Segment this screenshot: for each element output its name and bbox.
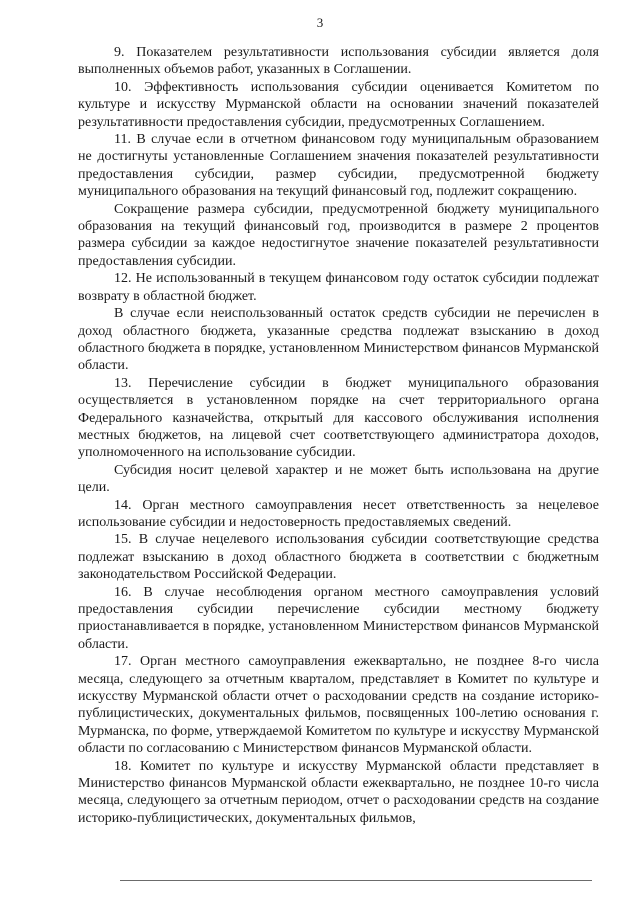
page-number: 3: [316, 15, 324, 30]
paragraph-clause-13-purpose: Субсидия носит целевой характер и не может быть использована на другие цели.: [78, 462, 599, 496]
paragraph-clause-12-recovery: В случае если неиспользованный остаток средств субсидии не перечислен в доход областного бюджета, указанные средства подлежат взысканию в доход областного бюджета в порядке, установленном Министерством финансов Мурманской области.: [78, 306, 599, 374]
footer-divider: [120, 880, 592, 881]
paragraph-clause-11-reduction: Сокращение размера субсидии, предусмотренной бюджету муниципального образования на текущий финансовый год, производится в размере 2 процентов размера субсидии за каждое недостигнутое значение показателей результативности предоставления субсидии.: [78, 201, 599, 269]
paragraph-clause-14: 14. Орган местного самоуправления несет ответственность за нецелевое использование субсидии и недостоверность предоставляемых сведений.: [78, 497, 599, 530]
paragraph-clause-12: 12. Не использованный в текущем финансовом году остаток субсидии подлежат возврату в областной бюджет.: [78, 271, 599, 304]
document-body: [78, 44, 599, 827]
paragraph-clause-16: 16. В случае несоблюдения органом местного самоуправления условий предоставления субсидии перечисление субсидии местному бюджету приостанавливается в порядке, установленном Министерством финансов Мурманской области.: [78, 584, 599, 652]
paragraph-clause-17: 17. Орган местного самоуправления ежеквартально, не позднее 8-го числа месяца, следующего за отчетным кварталом, представляет в Комитет по культуре и искусству Мурманской области отчет о расходовании средств на создание историко-публицистических, документальных фильмов, посвященных 100-летию основания г. Мурманска, по форме, утверждаемой Комитетом по культуре и искусству Мурманской области по согласованию с Министерством финансов Мурманской области.: [78, 654, 599, 757]
paragraph-clause-18: 18. Комитет по культуре и искусству Мурманской области представляет в Министерство финансов Мурманской области ежеквартально, не позднее 10-го числа месяца, следующего за отчетным периодом, отчет о расходовании средств на создание историко-публицистических, документальных фильмов,: [78, 758, 599, 826]
paragraph-clause-15: 15. В случае нецелевого использования субсидии соответствующие средства подлежат взысканию в доход областного бюджета в соответствии с бюджетным законодательством Российской Федерации.: [78, 532, 599, 583]
paragraph-clause-13: 13. Перечисление субсидии в бюджет муниципального образования осуществляется в установленном порядке на счет территориального органа Федерального казначейства, открытый для кассового обслуживания исполнения местных бюджетов, на лицевой счет соответствующего администратора доходов, уполномоченного на использование субсидии.: [78, 375, 599, 461]
paragraph-clause-10: 10. Эффективность использования субсидии оценивается Комитетом по культуре и искусству Мурманской области на основании значений показателей результативности предоставления субсидии, предусмотренных Соглашением.: [78, 79, 599, 130]
paragraph-clause-11: 11. В случае если в отчетном финансовом году муниципальным образованием не достигнуты установленные Соглашением значения показателей результативности предоставления субсидии, размер субсидии, предусмотренной бюджету муниципального образования на текущий финансовый год, подлежит сокращению.: [78, 132, 599, 200]
paragraph-clause-9: 9. Показателем результативности использования субсидии является доля выполненных объемов работ, указанных в Соглашении.: [78, 45, 599, 78]
